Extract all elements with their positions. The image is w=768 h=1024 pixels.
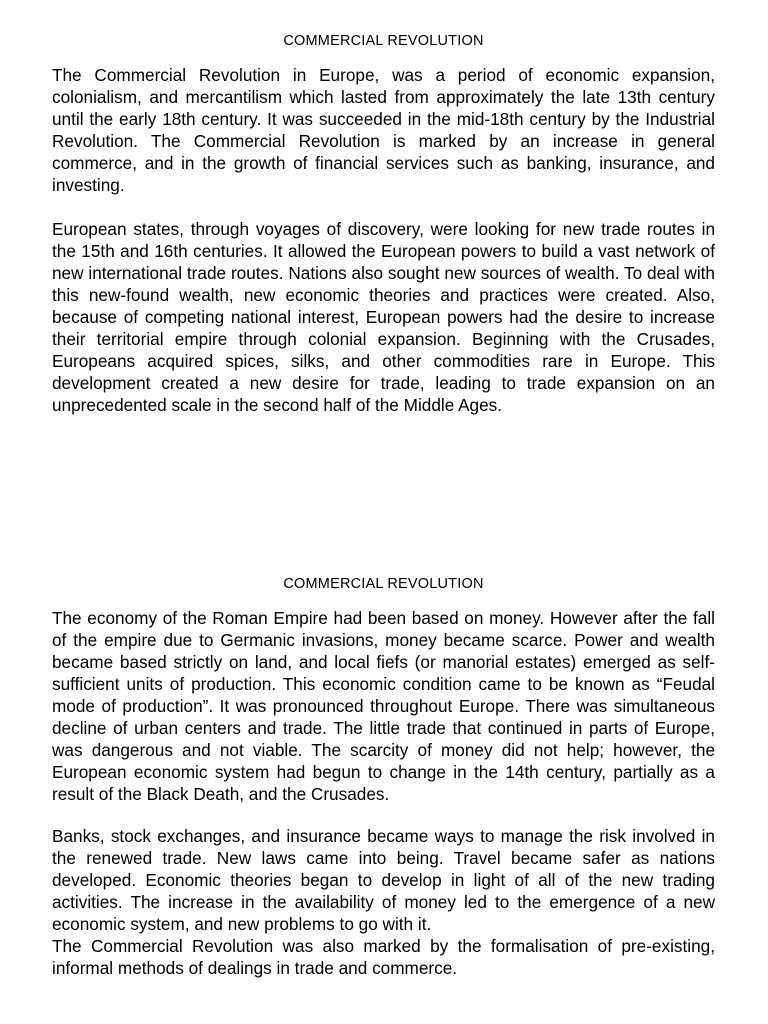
paragraph: The Commercial Revolution was also marked by the formalisation of pre-existing, informal methods of dealings in trade and commerce.: [52, 936, 715, 978]
paragraph: The economy of the Roman Empire had been based on money. However after the fall of the empire due to Germanic invasions, money became scarce. Power and wealth became based strictly on land, and local fiefs (or manorial estates) emerged as self-sufficient units of production. This economic condition came to be known as “Feudal mode of production”. It was pronounced throughout Europe. There was simultaneous decline of urban centers and trade. The little trade that continued in parts of Europe, was dangerous and not viable. The scarcity of money did not help; however, the European economic system had begun to change in the 14th century, partially as a result of the Black Death, and the Crusades.: [52, 608, 715, 804]
document-section-2: [52, 575, 715, 979]
document-section-1: [52, 32, 715, 416]
paragraph: The Commercial Revolution in Europe, was a period of economic expansion, colonialism, and mercantilism which lasted from approximately the late 13th century until the early 18th century. It was succeeded in the mid-18th century by the Industrial Revolution. The Commercial Revolution is marked by an increase in general commerce, and in the growth of financial services such as banking, insurance, and investing.: [52, 65, 715, 195]
paragraph: European states, through voyages of discovery, were looking for new trade routes in the 15th and 16th centuries. It allowed the European powers to build a vast network of new international trade routes. Nations also sought new sources of wealth. To deal with this new-found wealth, new economic theories and practices were created. Also, because of competing national interest, European powers had the desire to increase their territorial empire through colonial expansion. Beginning with the Crusades, Europeans acquired spices, silks, and other commodities rare in Europe. This development created a new desire for trade, leading to trade expansion on an unprecedented scale in the second half of the Middle Ages.: [52, 219, 715, 415]
paragraph: Banks, stock exchanges, and insurance became ways to manage the risk involved in the renewed trade. New laws came into being. Travel became safer as nations developed. Economic theories began to develop in light of all of the new trading activities. The increase in the availability of money led to the emergence of a new economic system, and new problems to go with it.: [52, 826, 715, 934]
section-heading: COMMERCIAL REVOLUTION: [283, 576, 484, 592]
section-heading: COMMERCIAL REVOLUTION: [283, 33, 484, 49]
